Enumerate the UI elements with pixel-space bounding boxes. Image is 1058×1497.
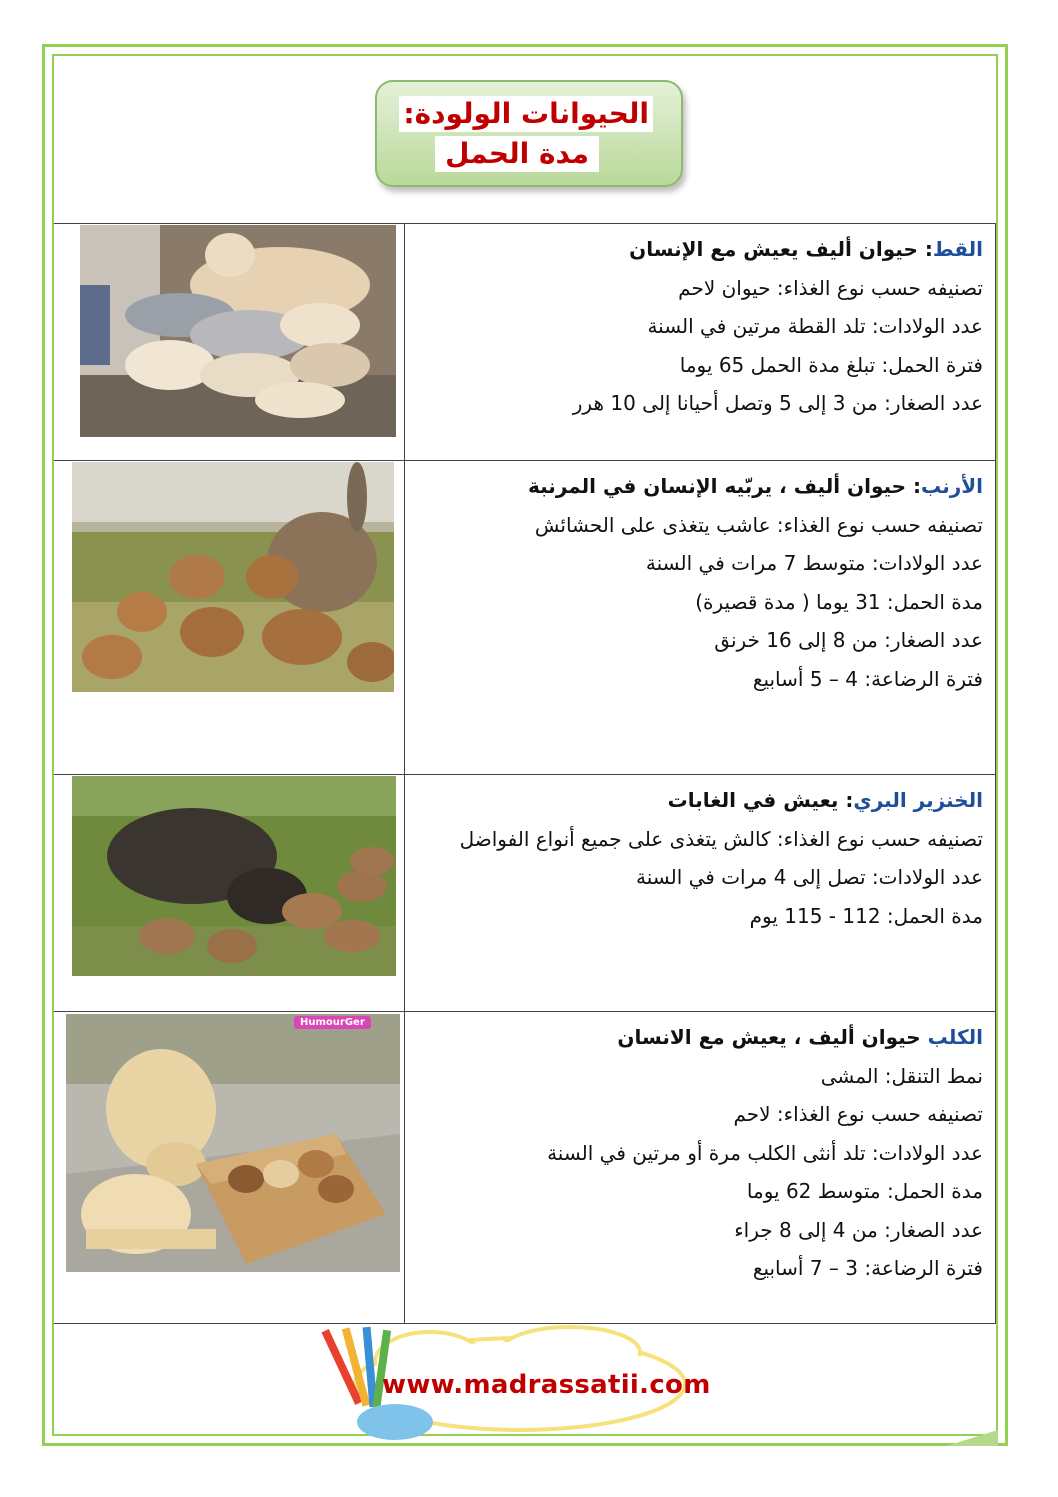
cat-with-kittens-photo	[80, 225, 396, 437]
photo-watermark: HumourGer	[294, 1016, 371, 1029]
animal-name: القط	[932, 237, 983, 261]
cat-text-cell	[404, 224, 996, 460]
info-line: عدد الصغار: من 3 إلى 5 وتصل أحيانا إلى 10 هرر	[572, 391, 983, 415]
table-row-cat	[54, 224, 996, 461]
page-title: الحيوانات الولودة:	[399, 96, 653, 132]
info-line: تصنيفه حسب نوع الغذاء: عاشب يتغذى على الحشائش	[534, 512, 983, 537]
table-row-rabbit	[54, 461, 996, 775]
info-line: عدد الولادات: تلد أنثى الكلب مرة أو مرتين في السنة	[547, 1140, 983, 1165]
rabbit-with-young-photo	[72, 462, 394, 692]
info-line: فترة الرضاعة: 3 – 7 أسابيع	[752, 1256, 983, 1280]
animals-table	[54, 223, 996, 1324]
table-row-dog	[54, 1012, 996, 1324]
info-line: تصنيفه حسب نوع الغذاء: كالش يتغذى على جميع أنواع الفواضل	[459, 826, 983, 851]
heading-text: : حيوان أليف ، يربّيه الإنسان في المرنبة	[528, 474, 922, 498]
dog-image-cell	[54, 1012, 404, 1323]
heading-text: : حيوان أليف يعيش مع الإنسان	[629, 237, 933, 261]
rabbit-heading	[415, 467, 983, 506]
info-line: عدد الولادات: تصل إلى 4 مرات في السنة	[636, 865, 983, 889]
info-line: مدة الحمل: متوسط 62 يوما	[746, 1179, 983, 1203]
info-line: مدة الحمل: 31 يوما ( مدة قصيرة)	[695, 589, 983, 614]
info-line: فترة الحمل: تبلغ مدة الحمل 65 يوما	[679, 352, 983, 377]
info-line: مدة الحمل: 112 - 115 يوم	[749, 903, 983, 928]
boar-heading	[415, 781, 983, 820]
animal-name: الأرنب	[921, 474, 983, 498]
boar-text-cell	[404, 775, 996, 1011]
page-corner-fold	[946, 1430, 998, 1446]
info-line: نمط التنقل: المشى	[820, 1063, 983, 1088]
title-box	[375, 80, 683, 187]
rabbit-image-cell	[54, 461, 404, 774]
info-line: تصنيفه حسب نوع الغذاء: حيوان لاحم	[678, 275, 983, 300]
info-line: عدد الولادات: تلد القطة مرتين في السنة	[647, 314, 983, 338]
info-line: فترة الرضاعة: 4 – 5 أسابيع	[752, 666, 983, 691]
cat-image-cell	[54, 224, 404, 460]
website-url[interactable]: www.madrassatii.com	[382, 1370, 711, 1400]
dog-with-puppies-photo	[66, 1014, 400, 1272]
info-line: عدد الولادات: متوسط 7 مرات في السنة	[645, 551, 983, 575]
info-line: عدد الصغار: من 8 إلى 16 خرنق	[714, 628, 983, 652]
animal-name: الخنزير البري	[853, 788, 983, 812]
heading-text: : يعيش في الغابات	[667, 788, 854, 812]
wild-boar-with-piglets-photo	[72, 776, 396, 976]
page-subtitle: مدة الحمل	[435, 136, 599, 172]
heading-text: حيوان أليف ، يعيش مع الانسان	[617, 1025, 928, 1049]
dog-text-cell	[404, 1012, 996, 1323]
cat-heading	[415, 230, 983, 269]
dog-heading	[415, 1018, 983, 1057]
rabbit-text-cell	[404, 461, 996, 774]
animal-name: الكلب	[927, 1025, 983, 1049]
table-row-boar	[54, 775, 996, 1012]
boar-image-cell	[54, 775, 404, 1011]
info-line: تصنيفه حسب نوع الغذاء: لاحم	[733, 1102, 983, 1126]
info-line: عدد الصغار: من 4 إلى 8 جراء	[734, 1217, 983, 1242]
